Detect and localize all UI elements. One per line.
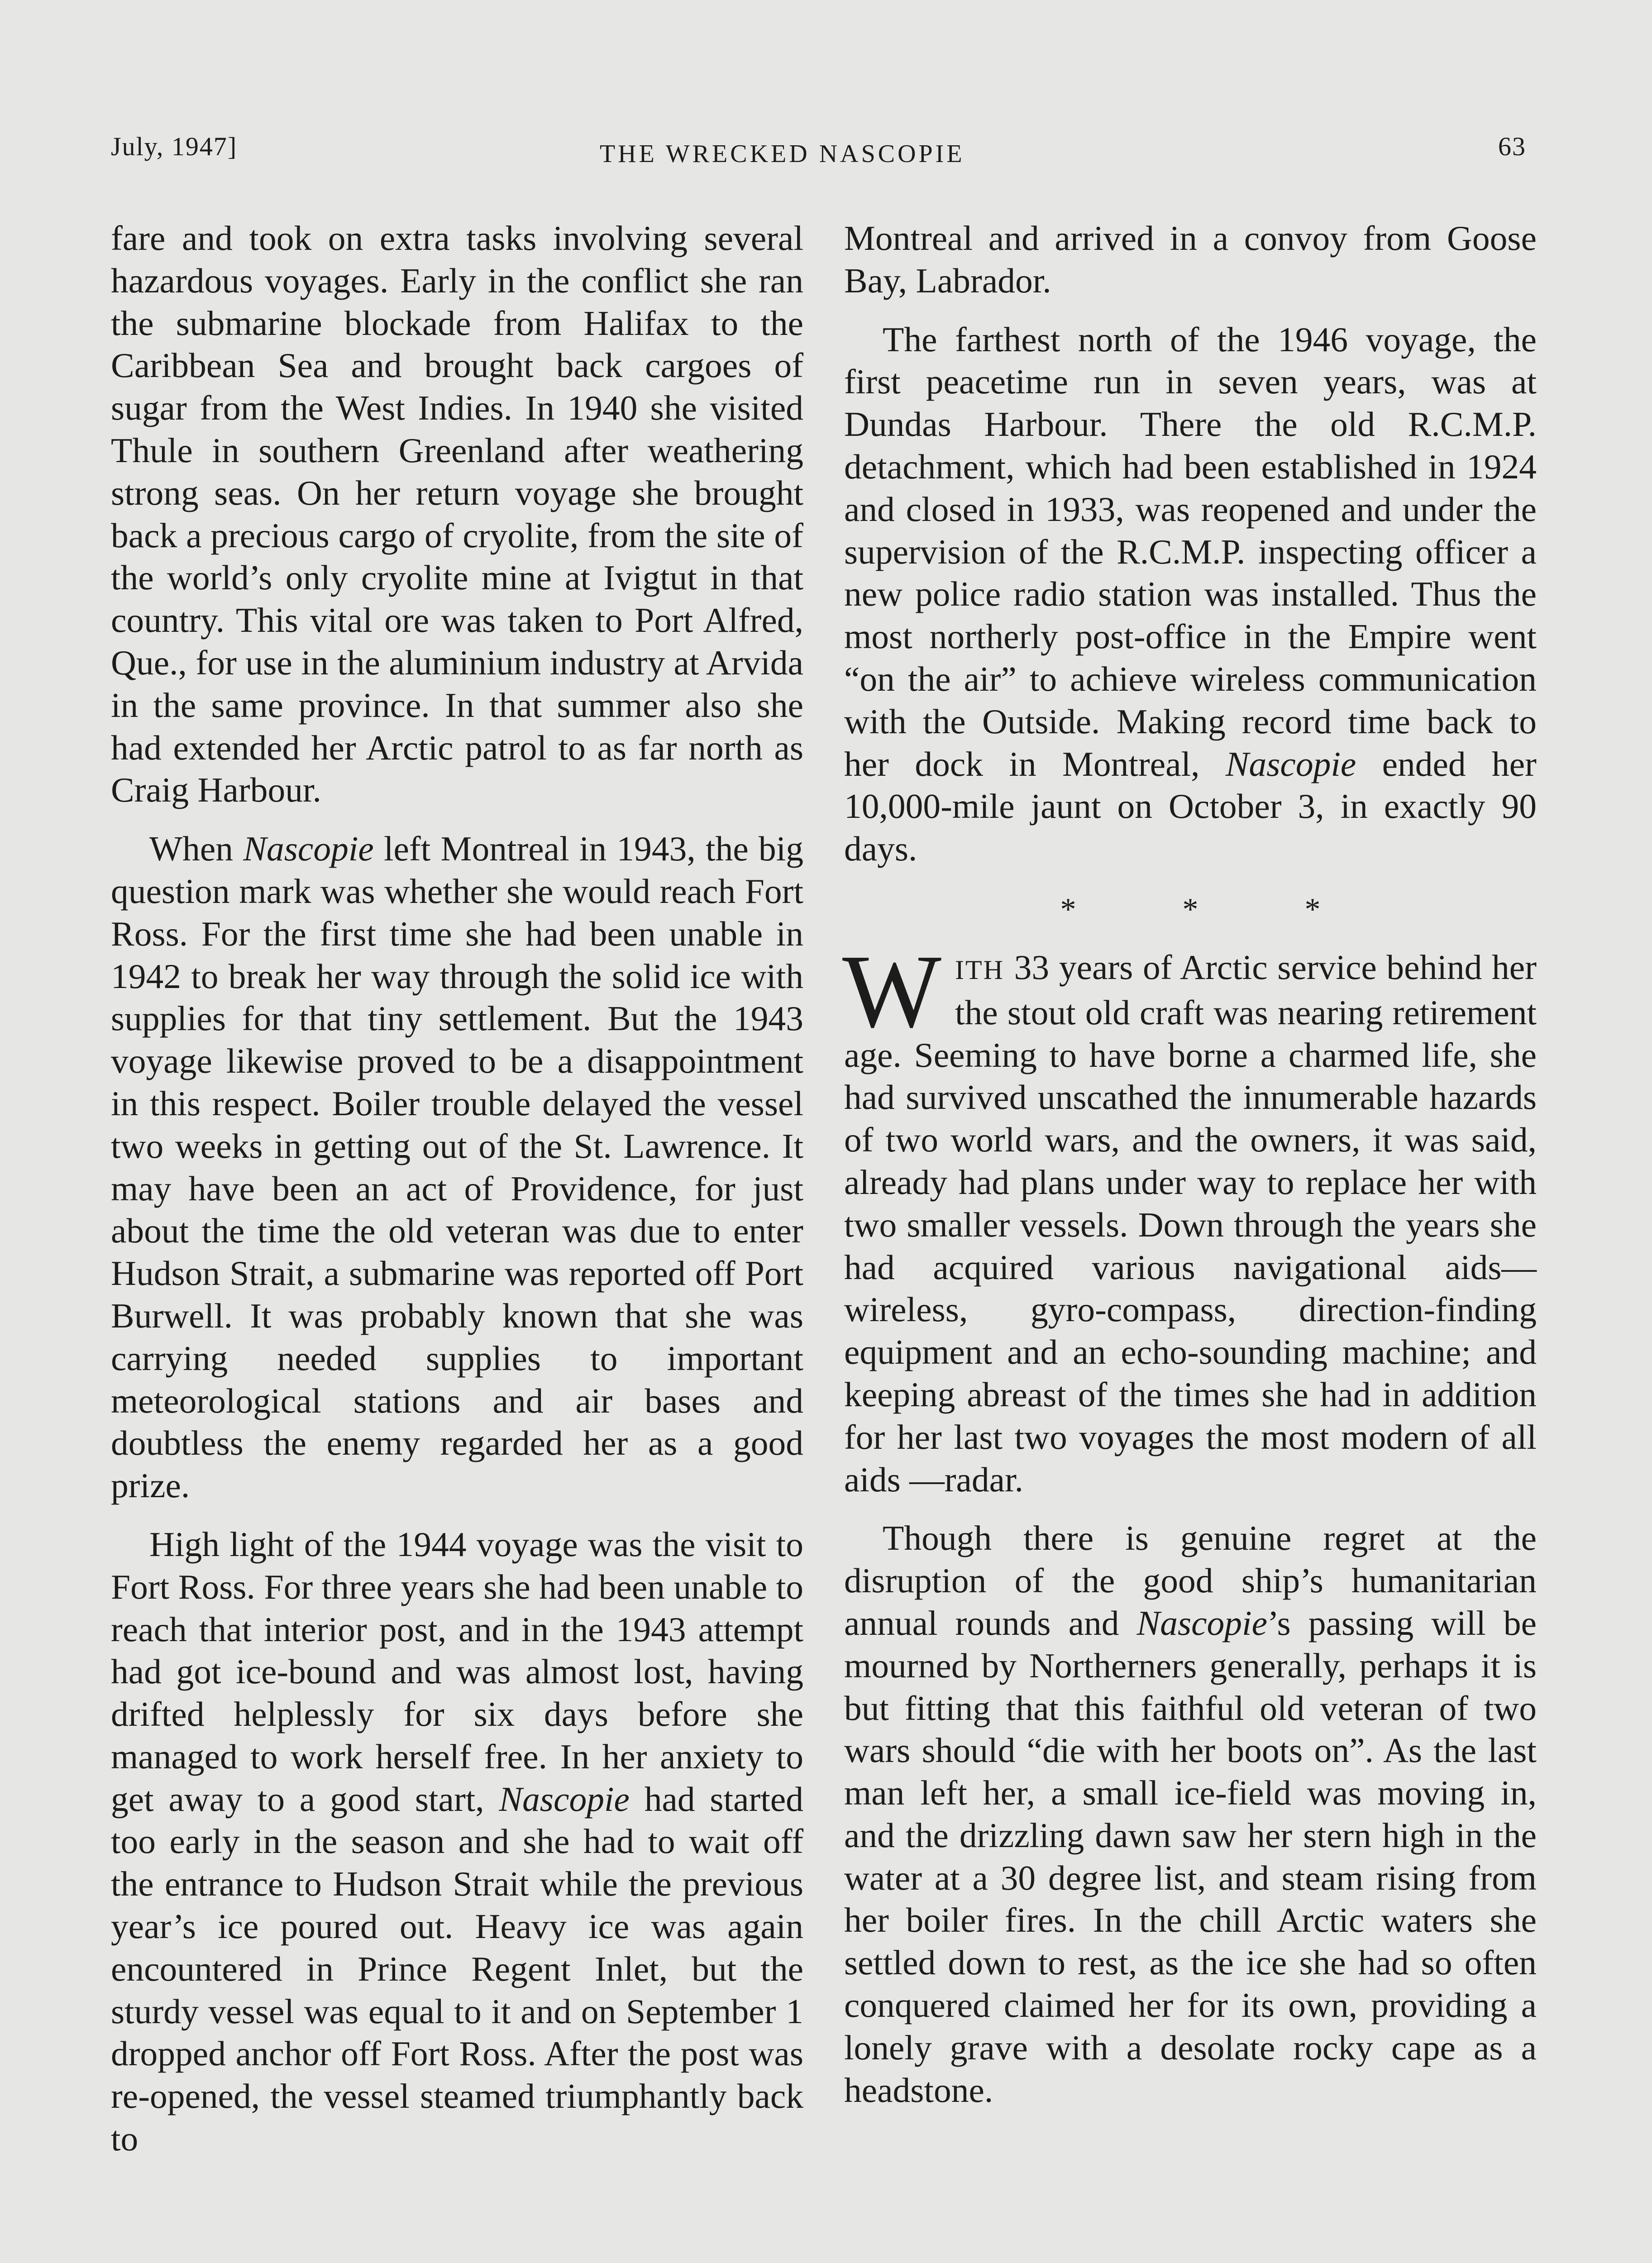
left-column xyxy=(111,217,803,2160)
running-head xyxy=(0,131,1652,177)
article-title: THE WRECKED NASCOPIE xyxy=(600,140,965,168)
paragraph-retirement: WITH 33 years of Arctic service behind her the stout old craft was nearing retirement age. Seeming to have borne a charmed life, she had survived unscathed the innumerable hazards of two world wars, and the owners, it was said, already had plans under way to replace her with two smaller vessels. Down through the years she had acquired various navigational aids—wireless, gyro-compass, direction-finding equipment and an echo-sounding machine; and keeping abreast of the times she had in addition for her last two voyages the most modern of all aids —radar. xyxy=(842,933,1537,1499)
separator-star: * xyxy=(1060,892,1076,927)
ship-name: Nascopie xyxy=(1136,1603,1267,1642)
drop-cap: W xyxy=(842,933,941,1050)
separator-star: * xyxy=(1304,892,1321,927)
ship-name: Nascopie xyxy=(243,829,374,869)
small-caps-lead: ITH xyxy=(955,955,1004,985)
section-separator xyxy=(844,888,1537,930)
ship-name: Nascopie xyxy=(499,1779,630,1819)
paragraph-return-montreal: Montreal and arrived in a convoy from Goose Bay, Labrador. xyxy=(844,219,1537,300)
issue-date: July, 1947] xyxy=(111,132,238,161)
ship-name: Nascopie xyxy=(1225,744,1356,783)
right-column xyxy=(844,217,1537,2111)
paragraph-final-resting: Though there is genuine regret at the disruption of the good ship’s humanitarian annual rounds and Nascopie’s passing will be mourned by Northerners generally, perhaps it is but fitting that this faithful old veteran of two wars should “die with her boots on”. As the last man left her, a small ice-field was moving in, and the drizzling dawn saw her stern high in the water at a 30 degree list, and steam rising from her boiler fires. In the chill Arctic waters she settled down to rest, as the ice she had so often conquered claimed her for its own, providing a lonely grave with a desolate rocky cape as a headstone. xyxy=(844,1518,1537,2110)
paragraph-1944-voyage: High light of the 1944 voyage was the visit to Fort Ross. For three years she had been unable to reach that interior post, and in the 1943 attempt had got ice-bound and was almost lost, having drifted helplessly for six days before she managed to work herself free. In her anxiety to get away to a good start, Nascopie had started too early in the season and she had to wait off the entrance to Hudson Strait while the previous year’s ice poured out. Heavy ice was again encountered in Prince Regent Inlet, but the sturdy vessel was equal to it and on September 1 dropped anchor off Fort Ross. After the post was re-opened, the vessel steamed triumphantly back to xyxy=(111,1524,803,2158)
page-number: 63 xyxy=(1498,132,1526,161)
paragraph-1943-voyage: When Nascopie left Montreal in 1943, the big question mark was whether she would reach Fort Ross. For the first time she had been unable in 1942 to break her way through the solid ice with supplies for that tiny settlement. But the 1943 voyage likewise proved to be a disappointment in this respect. Boiler trouble delayed the vessel two weeks in getting out of the St. Lawrence. It may have been an act of Providence, for just about the time the old veteran was due to enter Hudson Strait, a submarine was reported off Port Burwell. It was probably known that she was carrying needed supplies to important meteorological stations and air bases and doubtless the enemy regarded her as a good prize. xyxy=(111,829,804,1505)
separator-star: * xyxy=(1182,892,1198,927)
paragraph-wartime-voyages: fare and took on extra tasks involving several hazardous voyages. Early in the conflict she ran the submarine blockade from Halifax to the Caribbean Sea and brought back cargoes of sugar from the West Indies. In 1940 she visited Thule in southern Greenland after weathering strong seas. On her return voyage she brought back a precious cargo of cryolite, from the site of the world’s only cryolite mine at Ivigtut in that country. This vital ore was taken to Port Alfred, Que., for use in the aluminium industry at Arvida in the same province. In that summer also she had extended her Arctic patrol to as far north as Craig Harbour. xyxy=(111,219,803,810)
paragraph-1946-voyage: The farthest north of the 1946 voyage, the first peacetime run in seven years, was at Dundas Harbour. There the old R.C.M.P. detachment, which had been established in 1924 and closed in 1933, was reopened and under the supervision of the R.C.M.P. inspecting officer a new police radio station was installed. Thus the most northerly post-office in the Empire went “on the air” to achieve wireless communication with the Outside. Making record time back to her dock in Montreal, Nascopie ended her 10,000-mile jaunt on October 3, in exactly 90 days. xyxy=(844,320,1537,869)
